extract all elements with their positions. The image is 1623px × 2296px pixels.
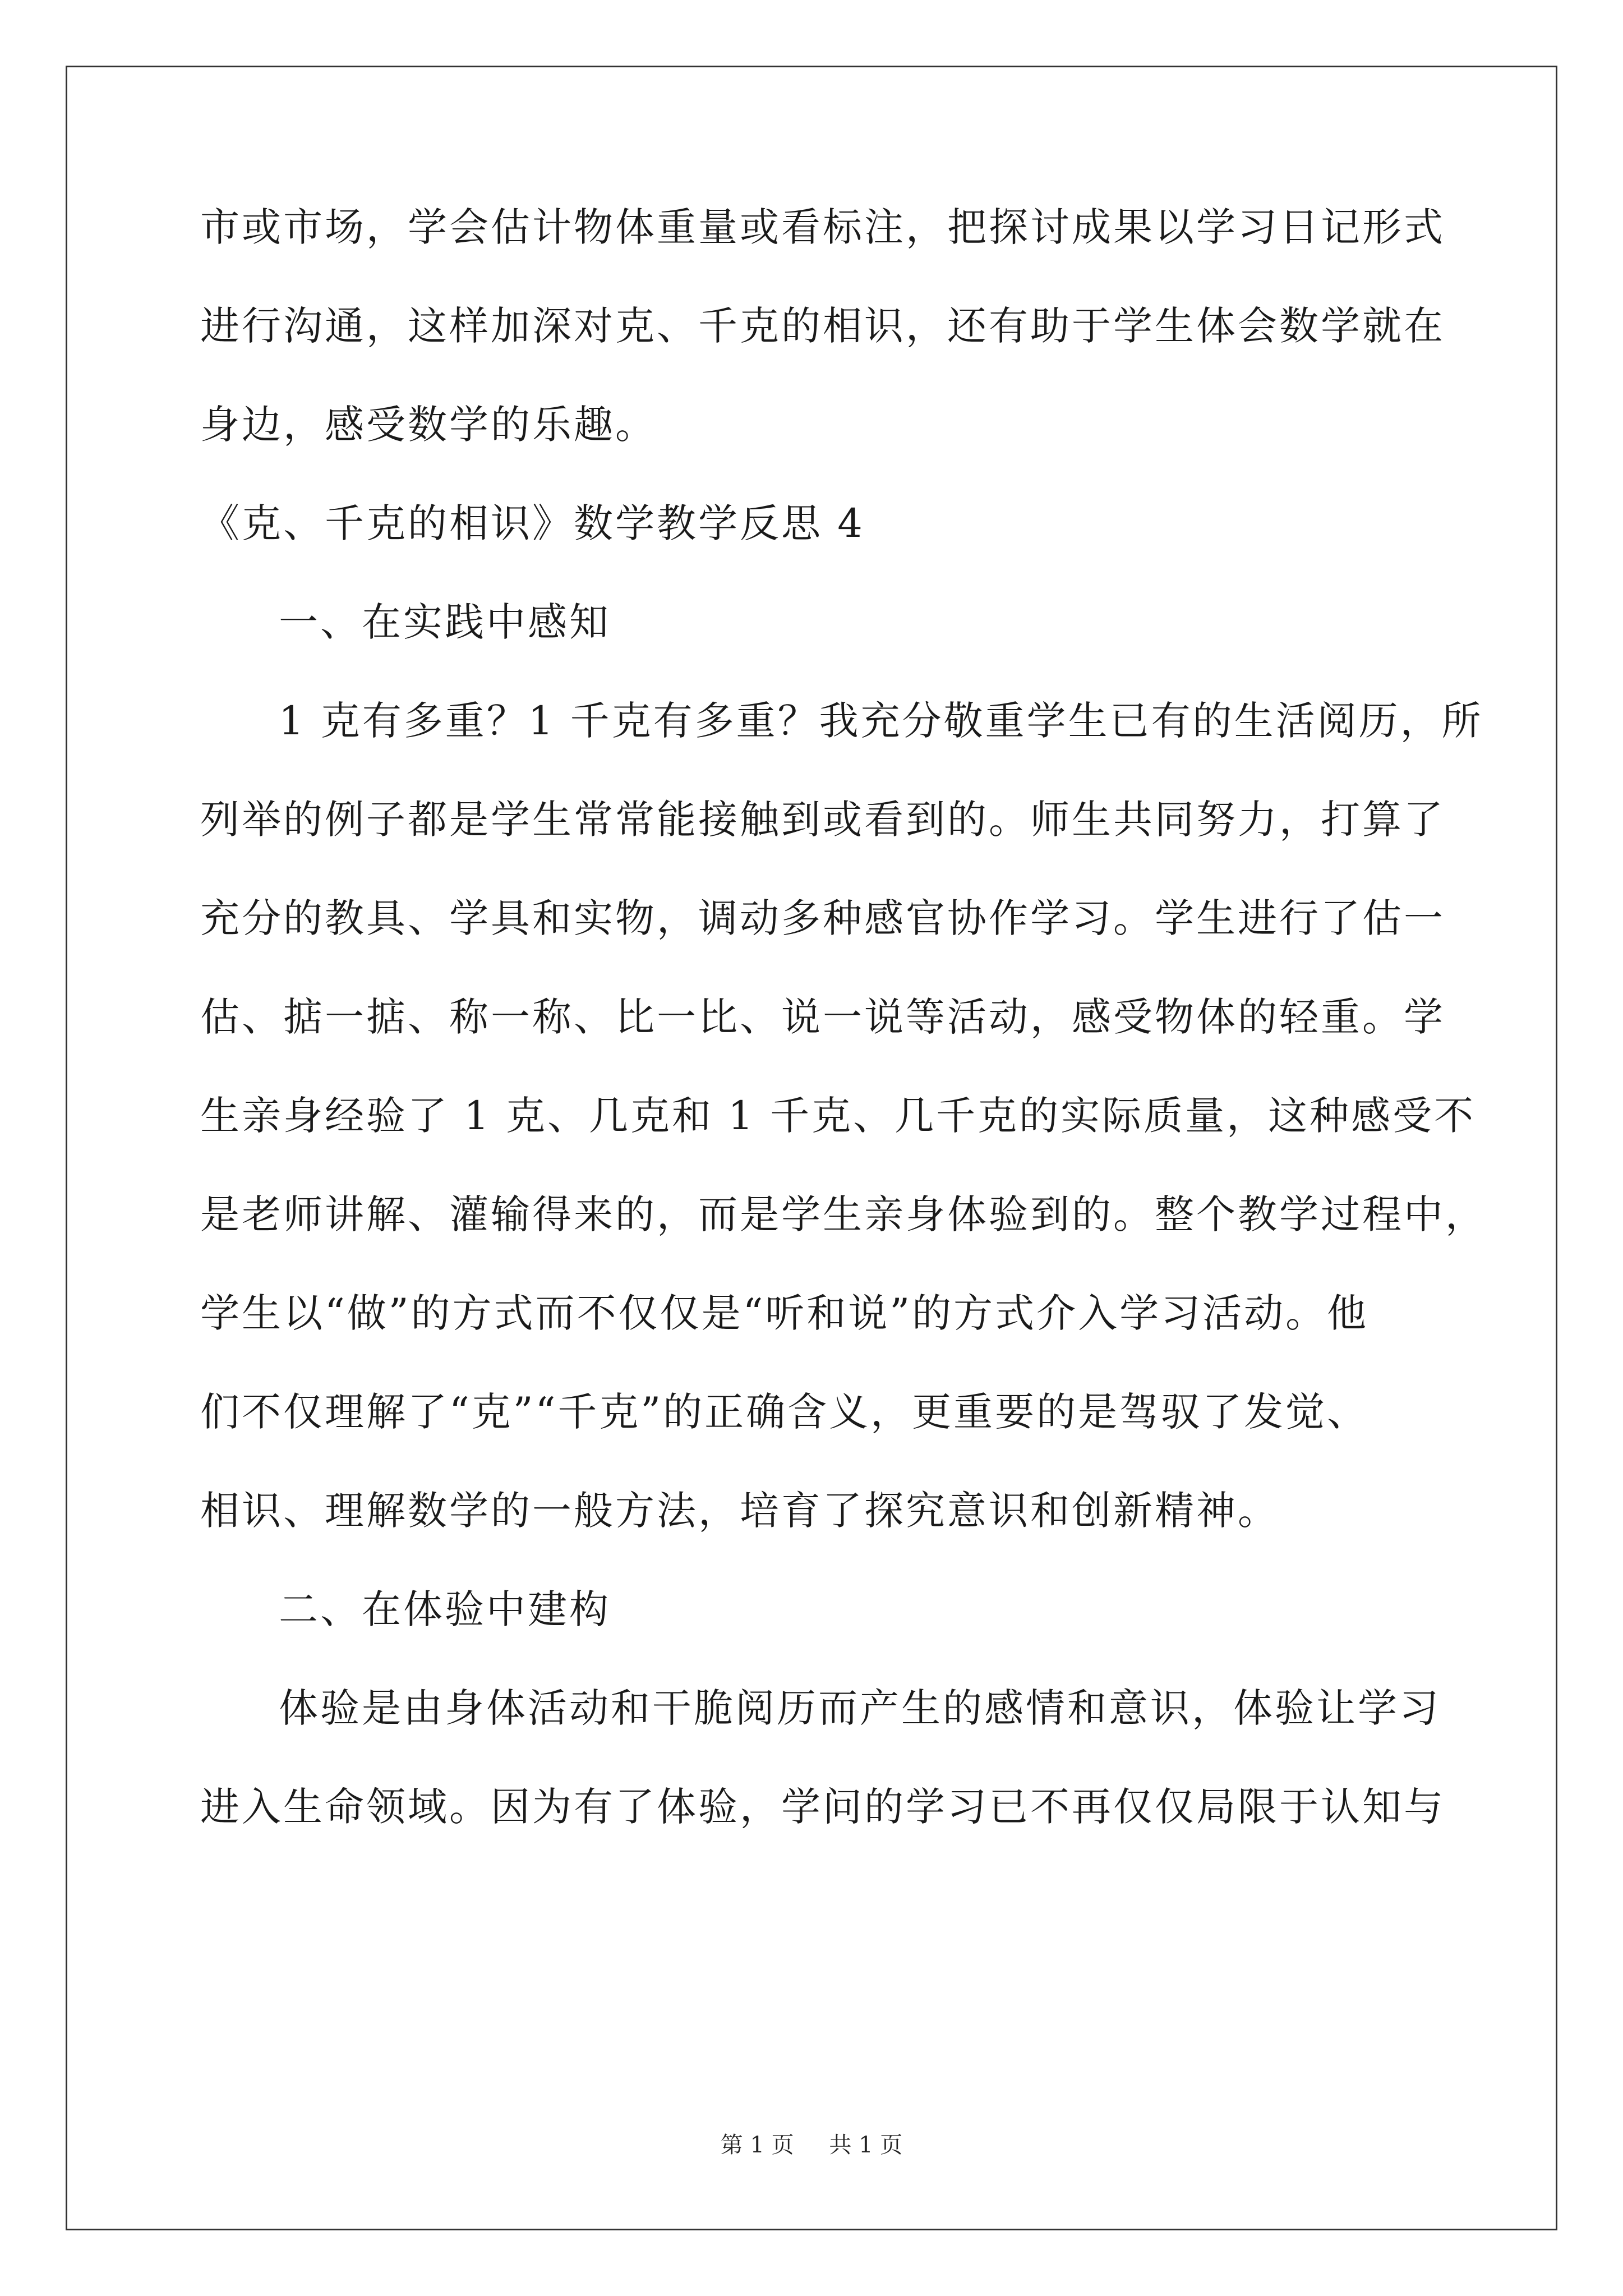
text-line: 们不仅理解了“克”“千克”的正确含义，更重要的是驾驭了发觉、 (200, 1389, 1369, 1435)
text-line: 充分的教具、学具和实物，调动多种感官协作学习。学生进行了估一 (200, 895, 1445, 941)
text-line: 相识、理解数学的一般方法，培育了探究意识和创新精神。 (200, 1488, 1279, 1534)
subheading-two: 二、在体验中建构 (279, 1586, 611, 1632)
text-line: 学生以“做”的方式而不仅仅是“听和说”的方式介入学习活动。他 (200, 1290, 1369, 1336)
page-number: 第 1 页 (720, 2132, 794, 2158)
text-line: 身边，感受数学的乐趣。 (200, 402, 657, 448)
paragraph-start: 1 克有多重？1 千克有多重？我充分敬重学生已有的生活阅历，所 (279, 698, 1483, 744)
text-line: 列举的例子都是学生常常能接触到或看到的。师生共同努力，打算了 (200, 797, 1445, 843)
page-footer (0, 2132, 1623, 2159)
page-total: 共 1 页 (829, 2132, 903, 2158)
document-body (200, 204, 1487, 1886)
section-title: 《克、千克的相识》数学教学反思 4 (200, 500, 865, 546)
text-line: 进入生命领域。因为有了体验，学问的学习已不再仅仅局限于认知与 (200, 1784, 1445, 1830)
text-line: 生亲身经验了 1 克、几克和 1 千克、几千克的实际质量，这种感受不 (200, 1093, 1476, 1139)
text-line: 进行沟通，这样加深对克、千克的相识，还有助于学生体会数学就在 (200, 303, 1445, 349)
text-line: 市或市场，学会估计物体重量或看标注，把探讨成果以学习日记形式 (200, 204, 1445, 250)
text-line: 估、掂一掂、称一称、比一比、说一说等活动，感受物体的轻重。学 (200, 994, 1445, 1040)
text-line: 是老师讲解、灌输得来的，而是学生亲身体验到的。整个教学过程中， (200, 1191, 1487, 1237)
subheading-one: 一、在实践中感知 (279, 599, 611, 645)
paragraph-start: 体验是由身体活动和干脆阅历而产生的感情和意识，体验让学习 (279, 1685, 1441, 1731)
